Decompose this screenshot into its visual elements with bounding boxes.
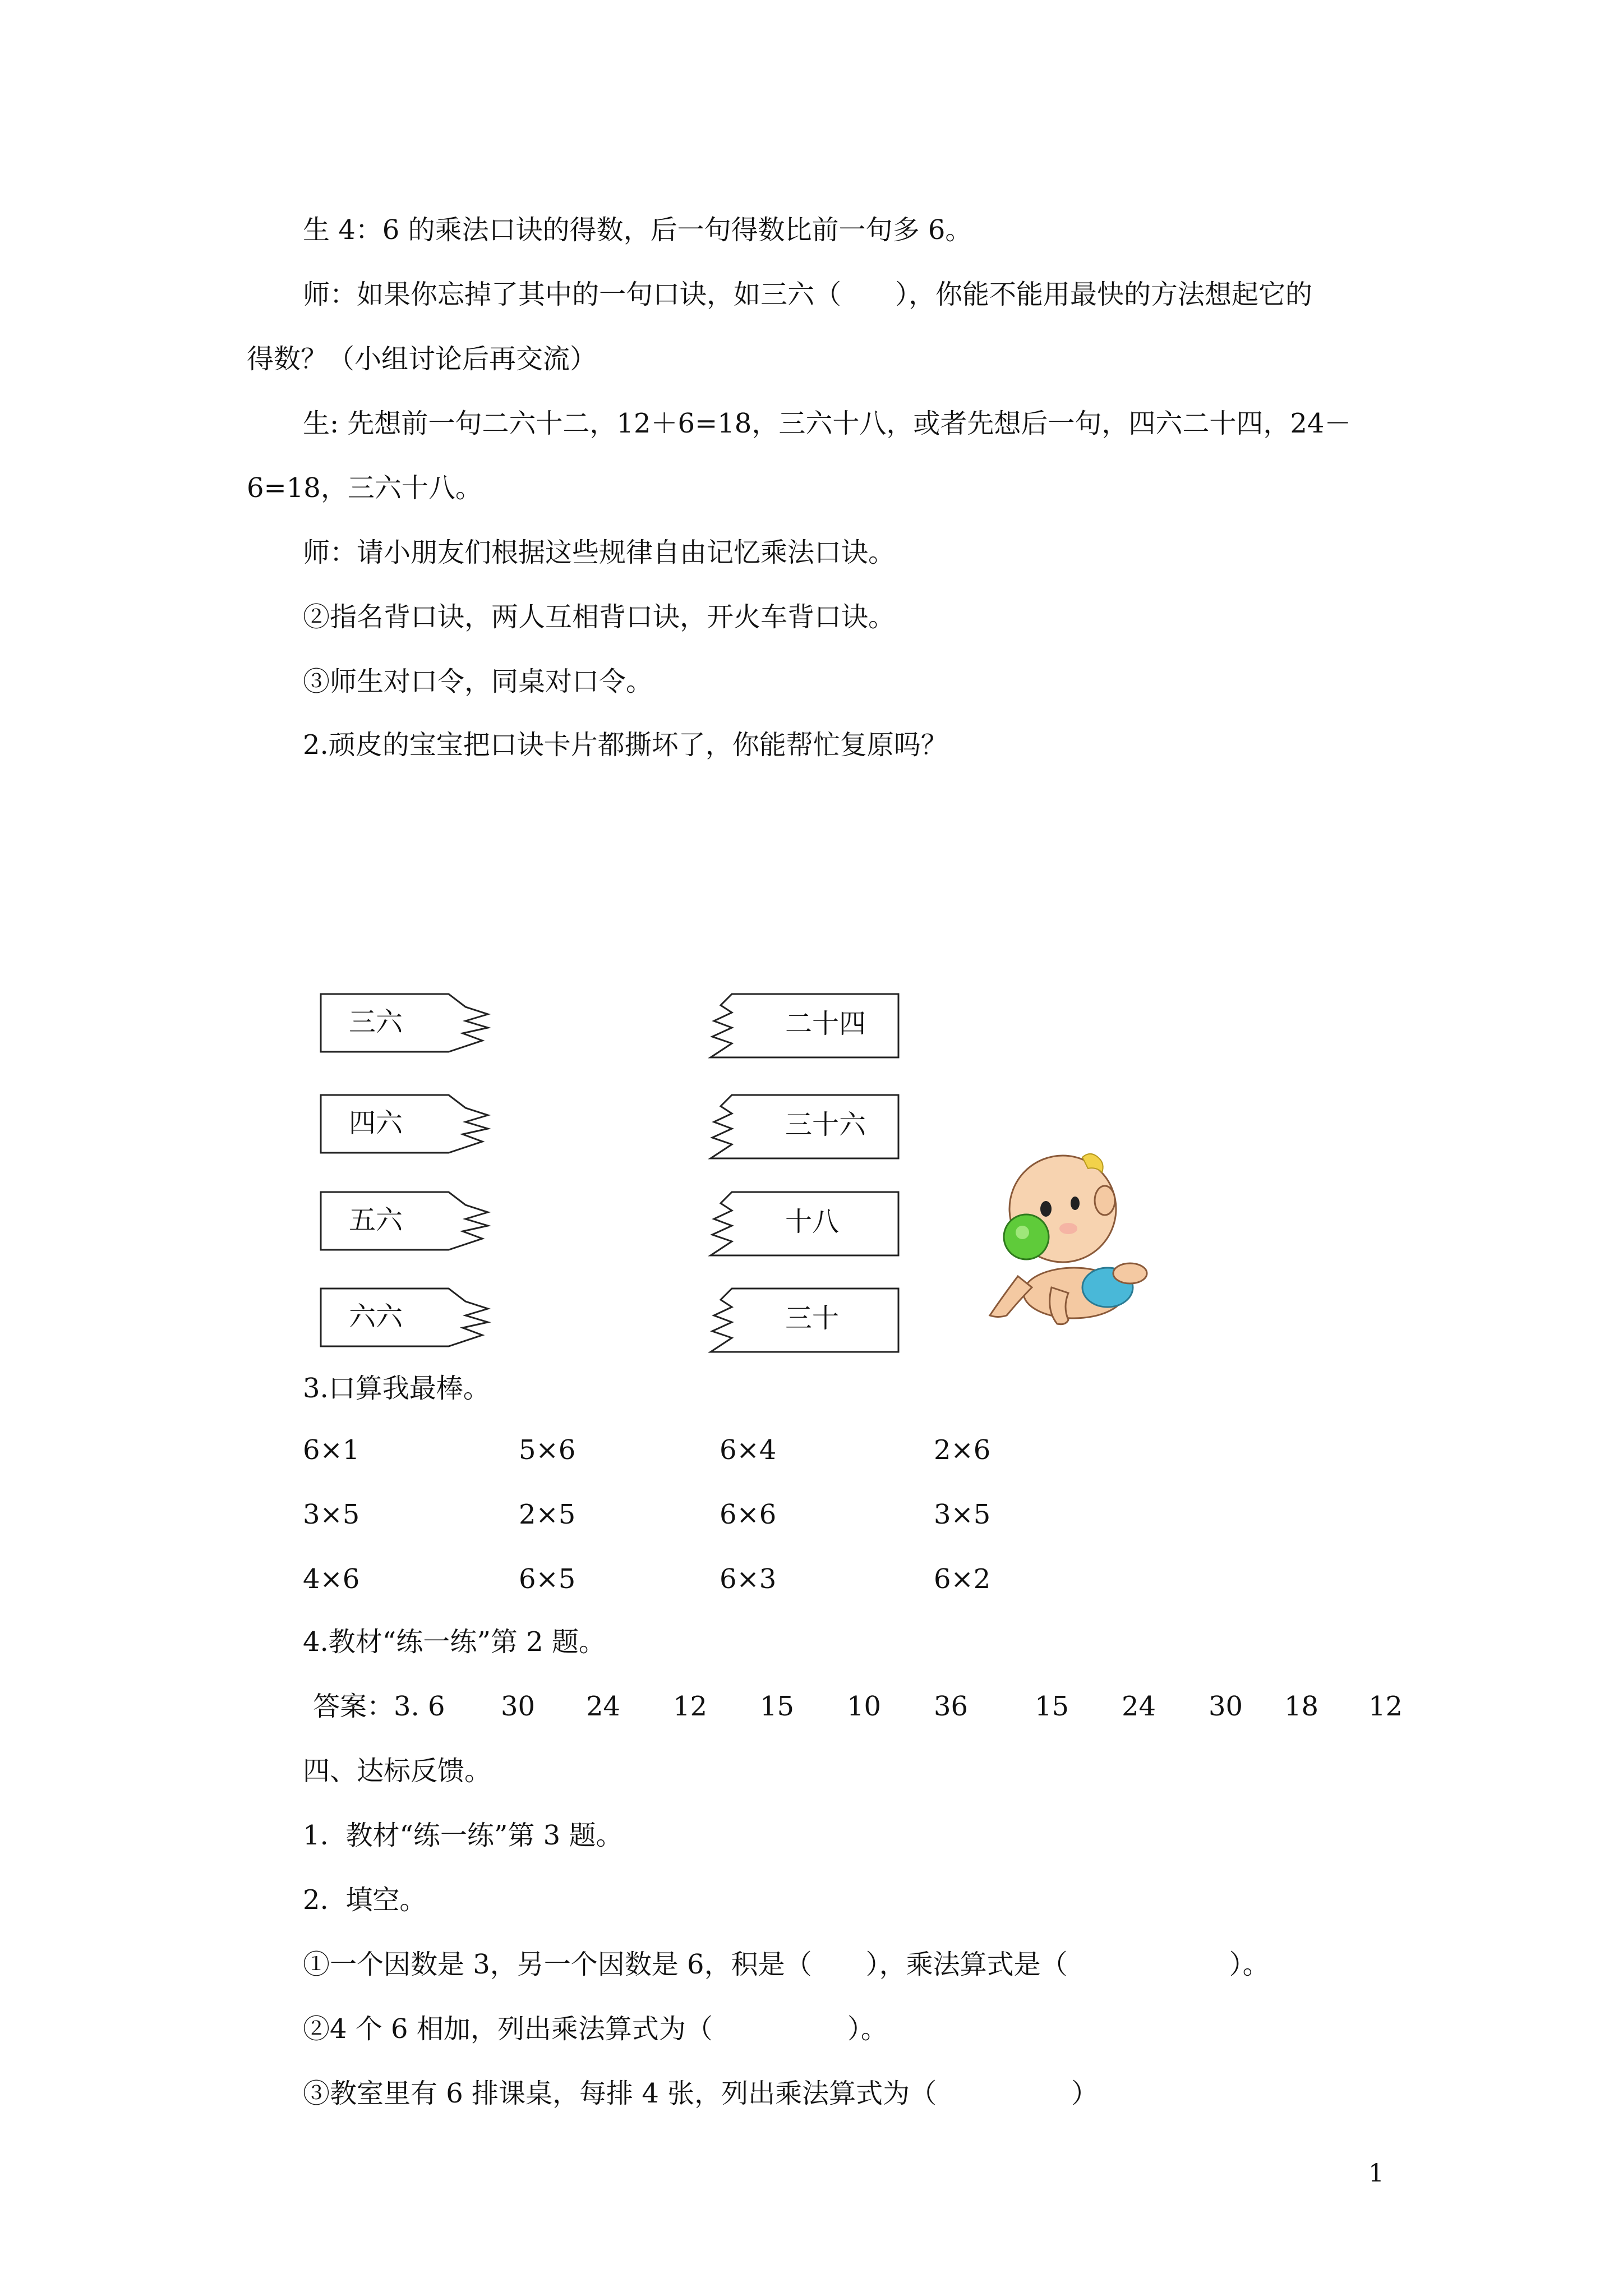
right-card-2 xyxy=(709,1094,900,1161)
right-card-label: 十八 xyxy=(785,1206,840,1237)
right-card-3 xyxy=(709,1191,900,1258)
fill-blank-3: ③教室里有 6 排课桌，每排 4 张，列出乘法算式为（ ） xyxy=(303,2078,1099,2109)
calc-r3-c1: 4×6 xyxy=(303,1563,360,1595)
paragraph-student-answer-2: 6=18，三六十八。 xyxy=(247,472,482,504)
answer-value: 12 xyxy=(1368,1691,1403,1722)
answer-value: 30 xyxy=(1209,1691,1243,1722)
answer-value: 30 xyxy=(501,1691,536,1722)
paragraph-pair-practice: ③师生对口令，同桌对口令。 xyxy=(303,666,653,697)
left-card-2 xyxy=(320,1094,505,1156)
calc-r1-c4: 2×6 xyxy=(934,1434,991,1466)
page-number: 1 xyxy=(1368,2159,1384,2188)
answer-value: 24 xyxy=(1122,1691,1156,1722)
paragraph-recite: ②指名背口诀，两人互相背口诀，开火车背口诀。 xyxy=(303,601,896,633)
calc-r2-c1: 3×5 xyxy=(303,1499,360,1530)
calc-r1-c2: 5×6 xyxy=(519,1434,576,1466)
paragraph-student-answer-1: 生: 先想前一句二六十二，12＋6=18，三六十八，或者先想后一句，四六二十四，24－ xyxy=(303,408,1352,439)
left-card-label: 六六 xyxy=(349,1301,403,1332)
left-card-label: 五六 xyxy=(349,1204,403,1236)
section-4-heading: 四、达标反馈。 xyxy=(303,1755,492,1787)
torn-card-left-outline xyxy=(320,1287,505,1349)
right-card-label: 二十四 xyxy=(785,1008,866,1039)
fill-blank-2: ②4 个 6 相加，列出乘法算式为（ ）。 xyxy=(303,2013,888,2045)
answer-value: 24 xyxy=(586,1691,621,1722)
crawling-baby-illustration xyxy=(979,1147,1158,1332)
paragraph-student-4: 生 4：6 的乘法口诀的得数，后一句得数比前一句多 6。 xyxy=(303,214,972,246)
left-card-1 xyxy=(320,993,505,1055)
answer-value: 12 xyxy=(673,1691,708,1722)
left-card-label: 四六 xyxy=(349,1107,403,1139)
calc-r2-c2: 2×5 xyxy=(519,1499,576,1530)
calc-r3-c4: 6×2 xyxy=(934,1563,991,1595)
fill-blank-1: ①一个因数是 3，另一个因数是 6，积是（ ），乘法算式是（ ）。 xyxy=(303,1949,1270,1980)
question-3-heading: 3.口算我最棒。 xyxy=(303,1373,490,1404)
answer-value: 36 xyxy=(934,1691,969,1722)
left-card-4 xyxy=(320,1287,505,1349)
answer-value: 18 xyxy=(1284,1691,1319,1722)
calc-r1-c3: 6×4 xyxy=(720,1434,777,1466)
calc-r1-c1: 6×1 xyxy=(303,1434,360,1466)
calc-r3-c3: 6×3 xyxy=(720,1563,777,1595)
feedback-item-2: 2. 填空。 xyxy=(303,1884,427,1916)
feedback-item-1: 1. 教材“练一练”第 3 题。 xyxy=(303,1820,623,1851)
calc-r3-c2: 6×5 xyxy=(519,1563,576,1595)
right-card-label: 三十六 xyxy=(785,1109,866,1140)
torn-card-left-outline xyxy=(320,1191,505,1253)
torn-card-left-outline xyxy=(320,993,505,1055)
calc-r2-c3: 6×6 xyxy=(720,1499,777,1530)
right-card-1 xyxy=(709,993,900,1060)
answers-prefix: 答案：3. 6 xyxy=(313,1691,445,1722)
paragraph-teacher-instruction: 师：请小朋友们根据这些规律自由记忆乘法口诀。 xyxy=(303,537,896,568)
right-card-label: 三十 xyxy=(785,1303,840,1334)
torn-card-left-outline xyxy=(320,1094,505,1156)
paragraph-teacher-question-2: 得数？（小组讨论后再交流） xyxy=(247,343,597,375)
question-2-heading: 2.顽皮的宝宝把口诀卡片都撕坏了，你能帮忙复原吗？ xyxy=(303,729,948,761)
calc-r2-c4: 3×5 xyxy=(934,1499,991,1530)
paragraph-teacher-question-1: 师：如果你忘掉了其中的一句口诀，如三六（ ），你能不能用最快的方法想起它的 xyxy=(303,279,1313,310)
question-4-heading: 4.教材“练一练”第 2 题。 xyxy=(303,1626,606,1658)
left-card-3 xyxy=(320,1191,505,1253)
left-card-label: 三六 xyxy=(349,1006,403,1038)
answer-value: 15 xyxy=(760,1691,795,1722)
answer-value: 10 xyxy=(847,1691,882,1722)
answer-value: 15 xyxy=(1035,1691,1069,1722)
right-card-4 xyxy=(709,1287,900,1355)
